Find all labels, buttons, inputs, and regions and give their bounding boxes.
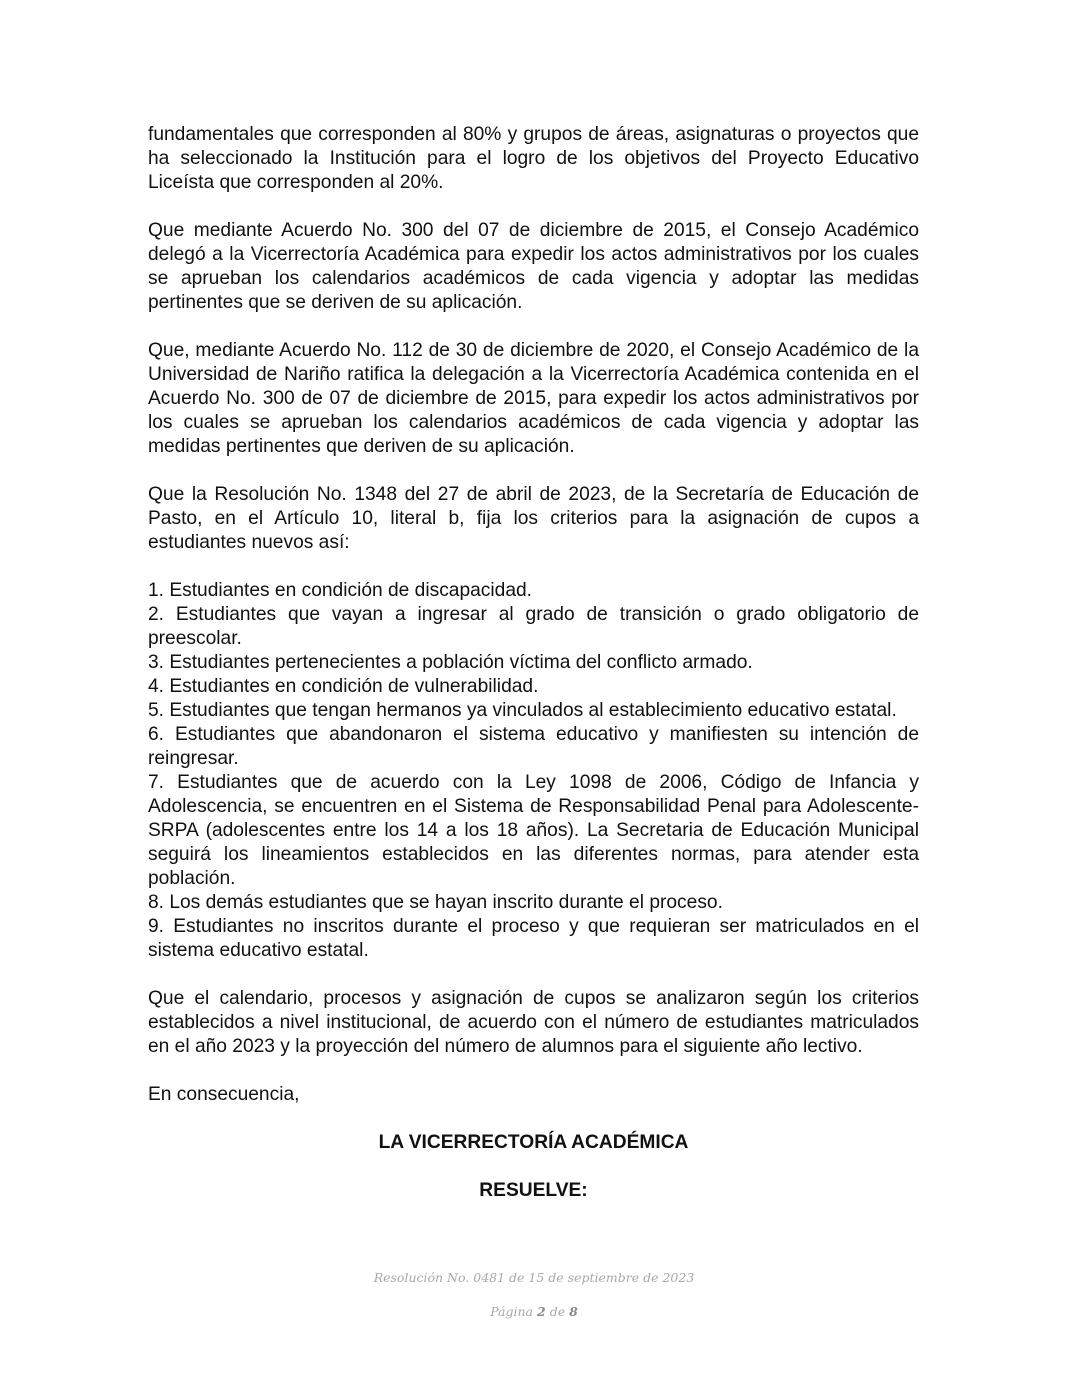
paragraph-continuation: fundamentales que corresponden al 80% y grupos de áreas, asignaturas o proyectos que ha seleccionado la Institución para el logro de los objetivos del Proyecto Educativo Liceísta que corresponden al 20%.: [148, 124, 919, 193]
page-of-label: de: [549, 1304, 566, 1319]
page-total: 8: [569, 1304, 578, 1319]
document-body: [148, 123, 919, 1203]
list-item: 4. Estudiantes en condición de vulnerabilidad.: [148, 676, 539, 697]
list-item: 9. Estudiantes no inscritos durante el proceso y que requieran ser matriculados en el sistema educativo estatal.: [148, 916, 919, 961]
list-item: 2. Estudiantes que vayan a ingresar al grado de transición o grado obligatorio de preescolar.: [148, 604, 919, 649]
page-current: 2: [537, 1304, 546, 1319]
list-item: 1. Estudiantes en condición de discapacidad.: [148, 580, 533, 601]
footer-page-number: [0, 1304, 1068, 1319]
heading-authority: LA VICERRECTORÍA ACADÉMICA: [378, 1132, 689, 1153]
list-item: 5. Estudiantes que tengan hermanos ya vinculados al establecimiento educativo estatal.: [148, 700, 897, 721]
page-label: Página: [490, 1304, 534, 1319]
paragraph-resolucion-1348: Que la Resolución No. 1348 del 27 de abril de 2023, de la Secretaría de Educación de Pasto, en el Artículo 10, literal b, fija los criterios para la asignación de cupos a estudiantes nuevos así:: [148, 484, 919, 553]
list-item: 7. Estudiantes que de acuerdo con la Ley 1098 de 2006, Código de Infancia y Adolescencia, se encuentren en el Sistema de Responsabilidad Penal para Adolescente- SRPA (adolescentes entre los 14 a los 18 años). La Secretaria de Educación Municipal seguirá los lineamientos establecidos en las diferentes normas, para atender esta población.: [148, 772, 919, 889]
list-item: 8. Los demás estudiantes que se hayan inscrito durante el proceso.: [148, 892, 723, 913]
heading-resolve: RESUELVE:: [479, 1180, 588, 1201]
list-item: 6. Estudiantes que abandonaron el sistema educativo y manifiesten su intención de reingresar.: [148, 724, 919, 769]
paragraph-acuerdo-112: Que, mediante Acuerdo No. 112 de 30 de diciembre de 2020, el Consejo Académico de la Universidad de Nariño ratifica la delegación a la Vicerrectoría Académica contenida en el Acuerdo No. 300 de 07 de diciembre de 2015, para expedir los actos administrativos por los cuales se aprueban los calendarios académicos de cada vigencia y adoptar las medidas pertinentes que deriven de su aplicación.: [148, 340, 919, 457]
list-item: 3. Estudiantes pertenecientes a población víctima del conflicto armado.: [148, 652, 753, 673]
paragraph-acuerdo-300: Que mediante Acuerdo No. 300 del 07 de diciembre de 2015, el Consejo Académico delegó a la Vicerrectoría Académica para expedir los actos administrativos por los cuales se aprueban los calendarios académicos de cada vigencia y adoptar las medidas pertinentes que se deriven de su aplicación.: [148, 220, 919, 313]
consequence-line: En consecuencia,: [148, 1084, 300, 1105]
criteria-list: [148, 579, 919, 963]
paragraph-calendar-analysis: Que el calendario, procesos y asignación de cupos se analizaron según los criterios establecidos a nivel institucional, de acuerdo con el número de estudiantes matriculados en el año 2023 y la proyección del número de alumnos para el siguiente año lectivo.: [148, 988, 919, 1057]
footer-resolution-reference: Resolución No. 0481 de 15 de septiembre de 2023: [373, 1270, 695, 1285]
